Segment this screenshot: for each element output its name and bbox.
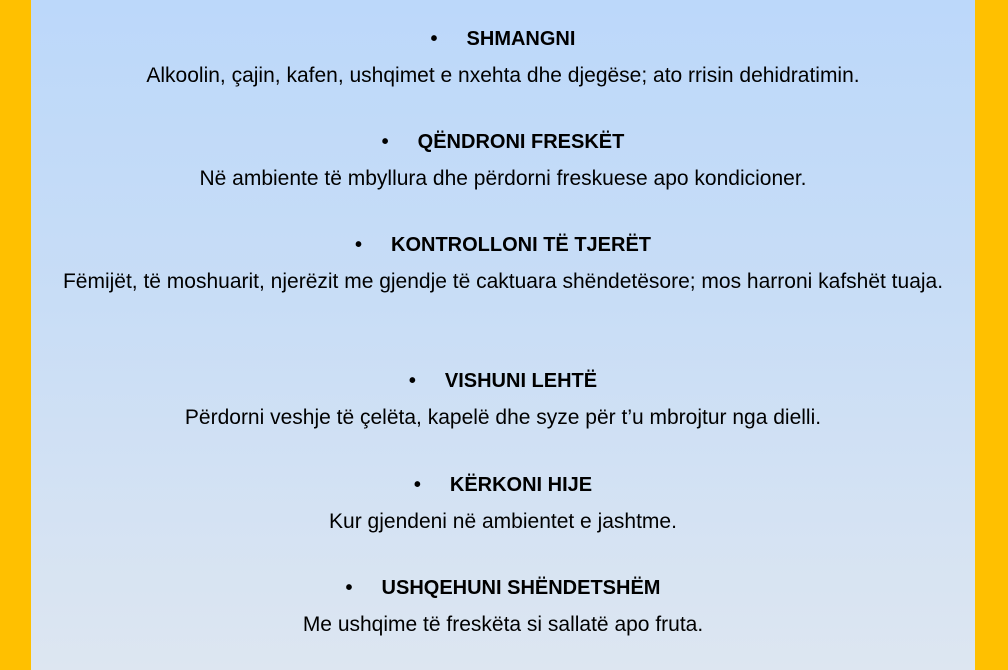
bullet-icon: • — [430, 28, 438, 50]
tips-panel — [31, 0, 975, 670]
tip-text: Me ushqime të freskëta si sallatë apo fruta. — [302, 613, 704, 636]
tip-item — [51, 232, 955, 297]
tip-heading — [51, 232, 955, 258]
tip-heading-text: QËNDRONI FRESKËT — [417, 131, 625, 153]
tip-text: Në ambiente të mbyllura dhe përdorni freskuese apo kondicioner. — [199, 167, 807, 190]
bullet-icon: • — [408, 370, 416, 392]
tip-item — [51, 129, 955, 194]
tip-item — [51, 575, 955, 640]
tip-item — [51, 368, 955, 433]
bullet-icon: • — [413, 474, 421, 496]
tip-heading-text: KONTROLLONI TË TJERËT — [391, 234, 651, 256]
bullet-icon: • — [345, 577, 353, 599]
tip-item — [51, 26, 955, 91]
tip-text: Kur gjendeni në ambientet e jashtme. — [329, 510, 677, 533]
tip-item — [51, 472, 955, 537]
tip-heading — [51, 575, 955, 601]
tip-heading — [51, 472, 955, 498]
tip-text: Përdorni veshje të çelëta, kapelë dhe syze për t’u mbrojtur nga dielli. — [184, 406, 822, 429]
tip-heading — [51, 26, 955, 52]
tip-heading — [51, 129, 955, 155]
tip-heading-text: USHQEHUNI SHËNDETSHËM — [381, 577, 661, 599]
bullet-icon: • — [381, 131, 389, 153]
tip-text: Alkoolin, çajin, kafen, ushqimet e nxehta dhe djegëse; ato rrisin dehidratimin. — [146, 64, 860, 87]
tip-text: Fëmijët, të moshuarit, njerëzit me gjendje të caktuara shëndetësore; mos harroni kafshët tuaja. — [62, 270, 944, 293]
tip-heading-text: VISHUNI LEHTË — [444, 370, 598, 392]
tip-heading-text: KËRKONI HIJE — [449, 474, 593, 496]
tip-heading-text: SHMANGNI — [466, 28, 576, 50]
bullet-icon: • — [355, 234, 363, 256]
tip-heading — [51, 368, 955, 394]
